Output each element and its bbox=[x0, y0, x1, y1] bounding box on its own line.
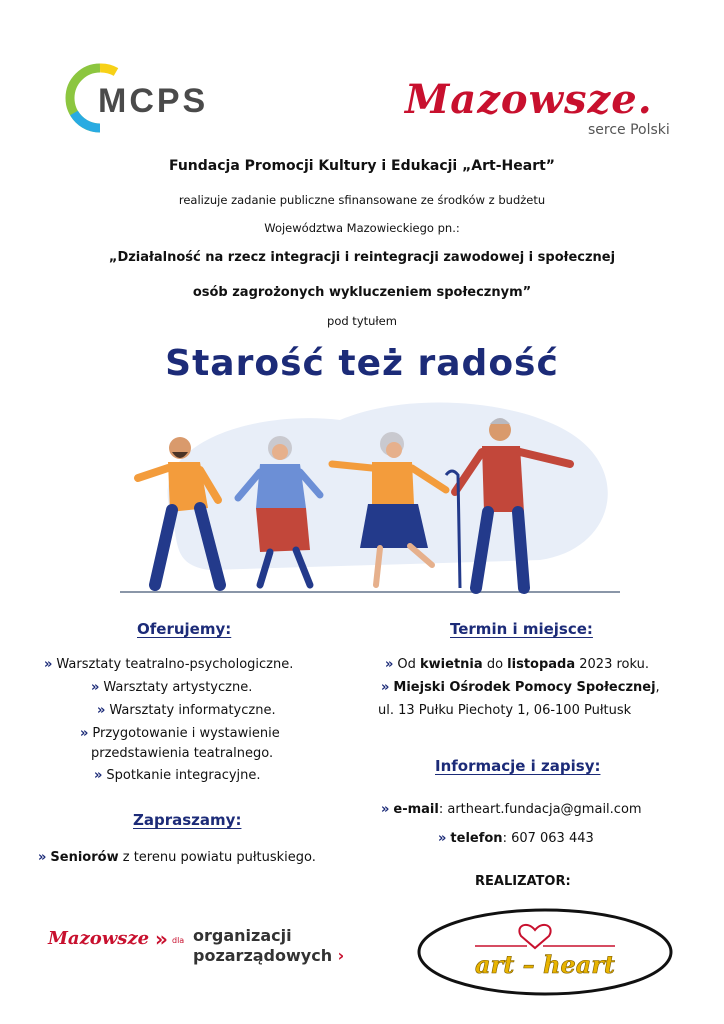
intro-line-1: realizuje zadanie publiczne sfinansowane ze środków z budżetu bbox=[178, 193, 546, 207]
list-item: » Warsztaty artystyczne. bbox=[91, 680, 253, 695]
offer-heading: Oferujemy: bbox=[137, 620, 232, 638]
double-chevron-icon: » bbox=[155, 927, 168, 951]
mcps-logo-text: MCPS bbox=[98, 82, 209, 120]
phone-link[interactable]: : 607 063 443 bbox=[502, 831, 594, 846]
phone-line: » telefon: 607 063 443 bbox=[438, 831, 594, 846]
art-heart-logo-text: art – heart bbox=[475, 950, 615, 979]
invite-heading: Zapraszamy: bbox=[133, 811, 242, 829]
list-item: » Spotkanie integracyjne. bbox=[94, 768, 261, 783]
chevron-right-icon: » bbox=[385, 657, 394, 672]
list-item: » Warsztaty teatralno-psychologiczne. bbox=[44, 657, 294, 672]
ngo-logo-line-2: pozarządowych › bbox=[193, 946, 345, 965]
mazowsze-ngo-logo-text: Mazowsze bbox=[48, 928, 150, 949]
email-line: » e-mail: artheart.fundacja@gmail.com bbox=[381, 802, 642, 817]
subtitle-label: pod tytułem bbox=[327, 314, 397, 328]
invite-line: » Seniorów z terenu powiatu pułtuskiego. bbox=[38, 850, 316, 865]
chevron-right-icon: » bbox=[44, 657, 53, 672]
when-where-heading: Termin i miejsce: bbox=[450, 620, 593, 638]
info-heading: Informacje i zapisy: bbox=[435, 757, 601, 775]
art-heart-logo bbox=[415, 900, 675, 1000]
date-range-line: » Od kwietnia do listopada 2023 roku. bbox=[385, 657, 649, 672]
dancing-seniors-illustration bbox=[110, 380, 630, 600]
chevron-right-icon: » bbox=[91, 680, 100, 695]
list-item: » Przygotowanie i wystawienie bbox=[80, 726, 280, 741]
chevron-right-icon: » bbox=[97, 703, 106, 718]
address-line: ul. 13 Pułku Piechoty 1, 06-100 Pułtusk bbox=[378, 703, 632, 718]
chevron-right-icon: » bbox=[438, 831, 447, 846]
chevron-right-icon: » bbox=[381, 802, 390, 817]
chevron-right-icon: » bbox=[381, 680, 390, 695]
intro-line-2: Województwa Mazowieckiego pn.: bbox=[264, 221, 460, 235]
email-link[interactable]: : artheart.fundacja@gmail.com bbox=[438, 802, 642, 817]
venue-line: » Miejski Ośrodek Pomocy Społecznej, bbox=[381, 680, 660, 695]
ngo-logo-line-1: organizacji bbox=[193, 926, 292, 945]
chevron-right-icon: » bbox=[38, 850, 47, 865]
mazowsze-logo-subtitle: serce Polski bbox=[588, 122, 670, 138]
chevron-right-icon: » bbox=[94, 768, 103, 783]
realizator-label: REALIZATOR: bbox=[475, 874, 571, 889]
ngo-logo-dla: dla bbox=[172, 936, 185, 945]
organizer-name: Fundacja Promocji Kultury i Edukacji „Art-Heart” bbox=[168, 158, 556, 174]
chevron-right-icon: » bbox=[80, 726, 89, 741]
list-item: » Warsztaty informatyczne. bbox=[97, 703, 276, 718]
list-item-continuation: przedstawienia teatralnego. bbox=[91, 746, 274, 761]
task-title-line-2: osób zagrożonych wykluczeniem społecznym” bbox=[192, 285, 532, 300]
main-title: Starość też radość bbox=[165, 343, 559, 384]
task-title-line-1: „Działalność na rzecz integracji i reintegracji zawodowej i społecznej bbox=[108, 250, 616, 265]
mazowsze-logo-text: Mazowsze. bbox=[405, 76, 653, 123]
